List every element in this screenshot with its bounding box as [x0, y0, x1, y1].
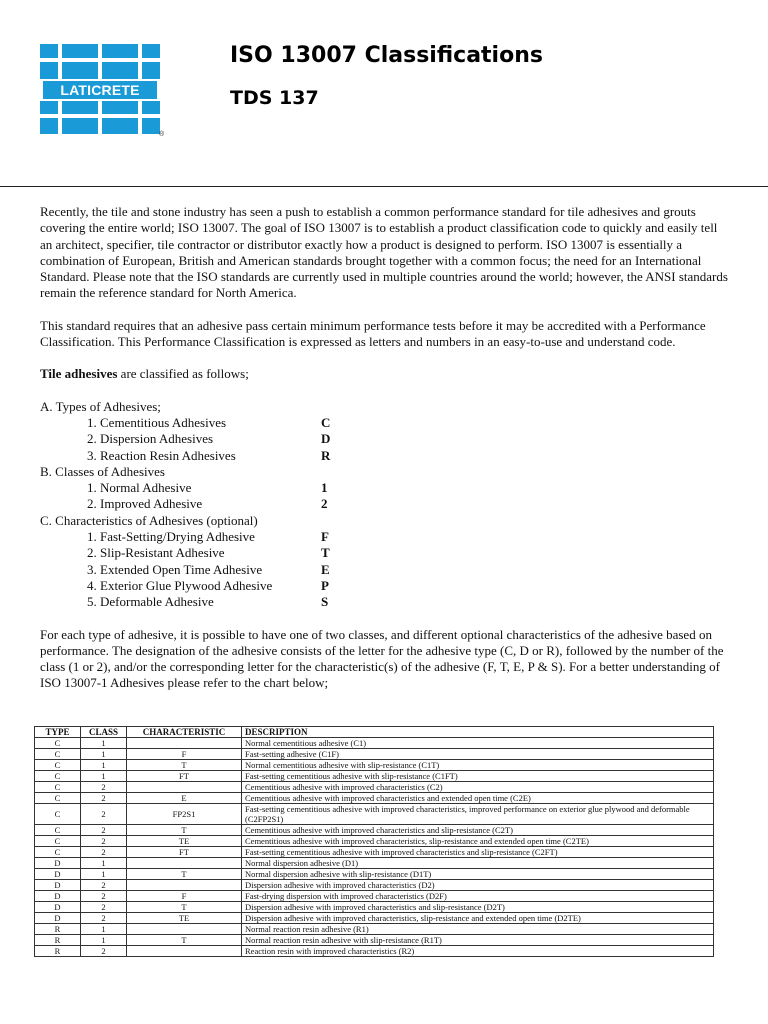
adhesive-classification-table: [34, 726, 714, 957]
document-body: [40, 204, 730, 708]
cell-class: 2: [81, 946, 127, 957]
tile-adhesives-rest: are classified as follows;: [117, 366, 249, 382]
list-item-label: 4. Exterior Glue Plywood Adhesive: [87, 577, 273, 593]
cell-class: 2: [81, 804, 127, 825]
table-row: [35, 946, 714, 957]
cell-type: C: [35, 793, 81, 804]
list-item-label: 2. Slip-Resistant Adhesive: [87, 545, 225, 561]
registered-mark: ®: [159, 131, 165, 138]
cell-description: Fast-setting cementitious adhesive with improved characteristics, improved performance on exterior glue plywood and deformable (C2FP2S1): [242, 804, 714, 825]
cell-type: D: [35, 913, 81, 924]
list-item: [40, 431, 730, 447]
list-item-label: 3. Extended Open Time Adhesive: [87, 561, 263, 577]
list-item-code: 1: [321, 480, 328, 496]
cell-class: 1: [81, 738, 127, 749]
cell-class: 2: [81, 913, 127, 924]
cell-description: Fast-setting cementitious adhesive with slip-resistance (C1FT): [242, 771, 714, 782]
list-item-code: P: [321, 577, 329, 593]
cell-characteristic: E: [127, 793, 242, 804]
cell-characteristic: FT: [127, 771, 242, 782]
column-header-characteristic: CHARACTERISTIC: [127, 727, 242, 738]
cell-description: Reaction resin with improved characteristics (R2): [242, 946, 714, 957]
cell-description: Dispersion adhesive with improved characteristics, slip-resistance and extended open time (D2TE): [242, 913, 714, 924]
cell-type: C: [35, 749, 81, 760]
cell-class: 2: [81, 880, 127, 891]
list-item: [40, 415, 730, 431]
cell-class: 2: [81, 891, 127, 902]
cell-class: 2: [81, 782, 127, 793]
cell-characteristic: TE: [127, 913, 242, 924]
classes-heading: B. Classes of Adhesives: [40, 463, 165, 479]
cell-type: C: [35, 782, 81, 793]
table-row: [35, 913, 714, 924]
standard-paragraph: This standard requires that an adhesive pass certain minimum performance tests before it may be accredited with a Performance Classification. This Performance Classification is expressed as letters and numbers in an easy-to-use and understand code.: [40, 317, 706, 350]
list-item-label: 1. Normal Adhesive: [87, 480, 192, 496]
cell-type: D: [35, 880, 81, 891]
cell-class: 2: [81, 825, 127, 836]
list-item: [40, 594, 730, 610]
list-item-label: 1. Fast-Setting/Drying Adhesive: [87, 529, 255, 545]
list-item-code: T: [321, 545, 330, 561]
document-code: TDS 137: [230, 87, 319, 109]
column-header-description: DESCRIPTION: [242, 727, 714, 738]
cell-class: 2: [81, 836, 127, 847]
table-row: [35, 771, 714, 782]
list-item-code: C: [321, 414, 331, 430]
cell-description: Cementitious adhesive with improved characteristics, slip-resistance and extended open time (C2TE): [242, 836, 714, 847]
cell-type: C: [35, 738, 81, 749]
cell-description: Cementitious adhesive with improved characteristics (C2): [242, 782, 714, 793]
cell-type: C: [35, 825, 81, 836]
cell-type: C: [35, 804, 81, 825]
list-item-label: 2. Improved Adhesive: [87, 496, 203, 512]
cell-characteristic: FT: [127, 847, 242, 858]
cell-description: Normal dispersion adhesive with slip-resistance (D1T): [242, 869, 714, 880]
table-header-row: [35, 727, 714, 738]
table-row: [35, 847, 714, 858]
table-row: [35, 749, 714, 760]
table-row: [35, 924, 714, 935]
logo-text: LATICRETE: [43, 81, 157, 99]
cell-characteristic: F: [127, 749, 242, 760]
table-row: [35, 760, 714, 771]
cell-description: Dispersion adhesive with improved characteristics and slip-resistance (D2T): [242, 902, 714, 913]
list-item: [40, 529, 730, 545]
types-heading: A. Types of Adhesives;: [40, 398, 161, 414]
classification-list: [40, 399, 730, 611]
tile-adhesives-line: [40, 366, 730, 382]
cell-type: D: [35, 902, 81, 913]
cell-characteristic: [127, 782, 242, 793]
cell-type: R: [35, 924, 81, 935]
table-row: [35, 935, 714, 946]
cell-type: C: [35, 847, 81, 858]
list-item-label: 3. Reaction Resin Adhesives: [87, 447, 236, 463]
tile-adhesives-bold: Tile adhesives: [40, 366, 118, 382]
cell-class: 1: [81, 869, 127, 880]
cell-class: 1: [81, 935, 127, 946]
list-item-code: F: [321, 529, 329, 545]
cell-description: Fast-setting cementitious adhesive with improved characteristics and slip-resistance (C2FT): [242, 847, 714, 858]
cell-type: D: [35, 858, 81, 869]
cell-characteristic: [127, 946, 242, 957]
column-header-type: TYPE: [35, 727, 81, 738]
list-item: [40, 480, 730, 496]
cell-type: D: [35, 869, 81, 880]
table-row: [35, 869, 714, 880]
cell-description: Cementitious adhesive with improved characteristics and extended open time (C2E): [242, 793, 714, 804]
cell-class: 1: [81, 749, 127, 760]
cell-type: C: [35, 836, 81, 847]
cell-class: 2: [81, 902, 127, 913]
cell-description: Normal reaction resin adhesive with slip-resistance (R1T): [242, 935, 714, 946]
list-item: [40, 562, 730, 578]
document-title: ISO 13007 Classifications: [230, 43, 543, 68]
cell-characteristic: FP2S1: [127, 804, 242, 825]
cell-description: Fast-drying dispersion with improved characteristics (D2F): [242, 891, 714, 902]
table-row: [35, 804, 714, 825]
table-row: [35, 738, 714, 749]
cell-characteristic: F: [127, 891, 242, 902]
characteristics-heading: C. Characteristics of Adhesives (optional): [40, 512, 258, 528]
table-row: [35, 880, 714, 891]
cell-class: 1: [81, 858, 127, 869]
table-row: [35, 902, 714, 913]
cell-class: 1: [81, 760, 127, 771]
cell-description: Normal dispersion adhesive (D1): [242, 858, 714, 869]
cell-characteristic: [127, 924, 242, 935]
cell-type: C: [35, 771, 81, 782]
cell-type: D: [35, 891, 81, 902]
logo-band: [40, 79, 160, 101]
table-row: [35, 891, 714, 902]
cell-class: 2: [81, 847, 127, 858]
list-item: [40, 448, 730, 464]
cell-characteristic: TE: [127, 836, 242, 847]
list-item-code: S: [321, 594, 329, 610]
cell-description: Dispersion adhesive with improved characteristics (D2): [242, 880, 714, 891]
cell-characteristic: T: [127, 869, 242, 880]
list-item-code: R: [321, 447, 331, 463]
cell-type: R: [35, 935, 81, 946]
cell-class: 2: [81, 793, 127, 804]
header-divider: [0, 186, 768, 187]
cell-characteristic: [127, 738, 242, 749]
list-item-label: 1. Cementitious Adhesives: [87, 414, 227, 430]
list-item-code: D: [321, 431, 331, 447]
cell-description: Normal cementitious adhesive with slip-resistance (C1T): [242, 760, 714, 771]
cell-description: Cementitious adhesive with improved characteristics and slip-resistance (C2T): [242, 825, 714, 836]
table-row: [35, 793, 714, 804]
cell-description: Fast-setting adhesive (C1F): [242, 749, 714, 760]
table-body: [35, 738, 714, 957]
cell-characteristic: T: [127, 902, 242, 913]
cell-description: Normal cementitious adhesive (C1): [242, 738, 714, 749]
laticrete-logo: [40, 44, 160, 134]
cell-class: 1: [81, 924, 127, 935]
list-item: [40, 545, 730, 561]
list-item-code: E: [321, 561, 330, 577]
list-item-code: 2: [321, 496, 328, 512]
cell-characteristic: T: [127, 935, 242, 946]
cell-characteristic: T: [127, 760, 242, 771]
cell-characteristic: [127, 880, 242, 891]
cell-characteristic: [127, 858, 242, 869]
list-item-label: 5. Deformable Adhesive: [87, 594, 214, 610]
list-item: [40, 578, 730, 594]
cell-class: 1: [81, 771, 127, 782]
cell-description: Normal reaction resin adhesive (R1): [242, 924, 714, 935]
designation-paragraph: For each type of adhesive, it is possible to have one of two classes, and different optional characteristics of the adhesive based on performance. The designation of the adhesive consists of the letter for the adhesive type (C, D or R), followed by the number of the class (1 or 2), and/or the corresponding letter for the characteristic(s) of the adhesive (F, T, E, P & S). For a better understanding of ISO 13007-1 Adhesives please refer to the chart below;: [40, 626, 724, 691]
list-item-label: 2. Dispersion Adhesives: [87, 431, 214, 447]
intro-paragraph: Recently, the tile and stone industry has seen a push to establish a common performance standard for tile adhesives and grouts covering the entire world; ISO 13007. The goal of ISO 13007 is to establish a product classification code to quickly and easily tell an architect, specifier, tile contractor or distributor exactly how a product is designed to perform. ISO 13007 is essentially a combination of European, British and American standards brought together with a common focus; the need for an International Standard. Please note that the ISO standards are currently used in multiple countries around the world; however, the ANSI standards remain the reference standard for North America.: [40, 204, 728, 301]
cell-type: R: [35, 946, 81, 957]
table-row: [35, 858, 714, 869]
list-item: [40, 496, 730, 512]
table-row: [35, 836, 714, 847]
cell-type: C: [35, 760, 81, 771]
column-header-class: CLASS: [81, 727, 127, 738]
cell-characteristic: T: [127, 825, 242, 836]
table-row: [35, 825, 714, 836]
table-row: [35, 782, 714, 793]
